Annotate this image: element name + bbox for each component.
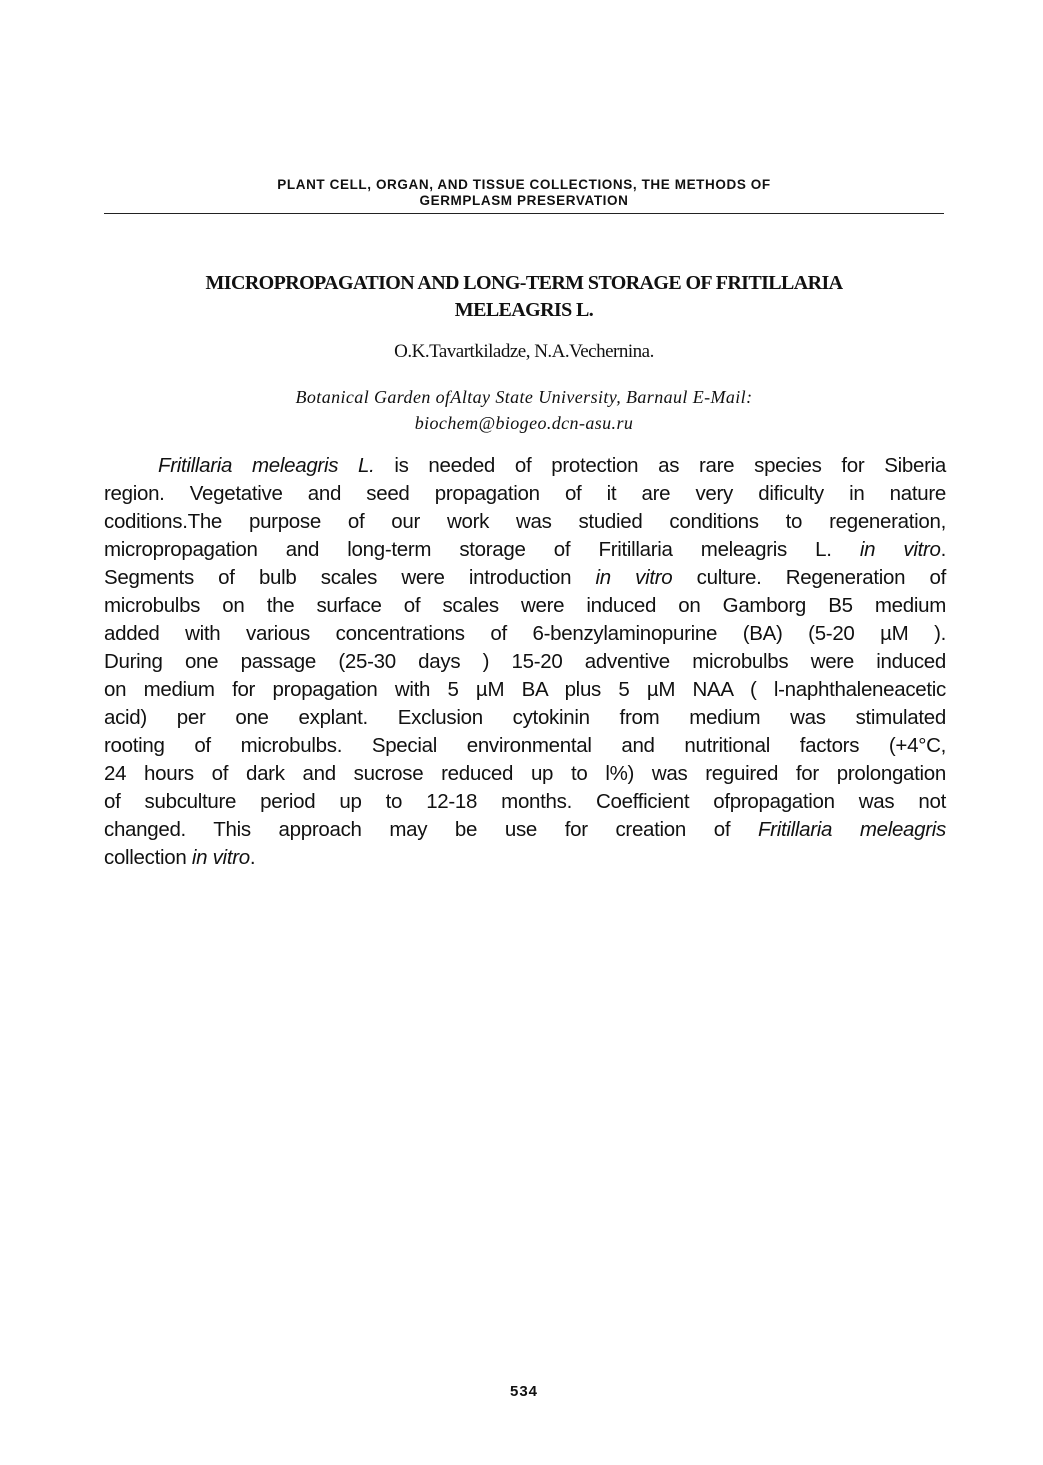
affiliation <box>104 384 944 436</box>
authors: O.K.Tavartkiladze, N.A.Vechernina. <box>394 341 654 362</box>
abstract-line: rooting of microbulbs. Special environmental and nutritional factors (+4°C, <box>104 734 946 757</box>
species-name: Fritillaria meleagris <box>757 818 946 841</box>
running-head-line-2: GERMPLASM PRESERVATION <box>419 193 629 208</box>
abstract-line: changed. This approach may be use for creation of Fritillaria meleagris <box>104 818 946 841</box>
abstract-line: Fritillaria meleagris L. is needed of protection as rare species for Siberia <box>158 454 946 477</box>
abstract-line: region. Vegetative and seed propagation of it are very dificulty in nature <box>104 482 946 505</box>
abstract-line: micropropagation and long-term storage of Fritillaria meleagris L. in vitro. <box>104 538 946 561</box>
abstract-line: collection in vitro. <box>104 846 256 869</box>
header-rule <box>104 213 944 214</box>
affiliation-line-1: Botanical Garden ofAltay State University, Barnaul E-Mail: <box>295 387 753 407</box>
abstract-line: coditions.The purpose of our work was studied conditions to regeneration, <box>104 510 946 533</box>
abstract-line: added with various concentrations of 6-benzylaminopurine (BA) (5-20 µM ). <box>104 622 946 645</box>
running-head-line-1: PLANT CELL, ORGAN, AND TISSUE COLLECTIONS, THE METHODS OF <box>277 177 771 192</box>
abstract-line: microbulbs on the surface of scales were induced on Gamborg B5 medium <box>104 594 946 617</box>
abstract-line: acid) per one explant. Exclusion cytokinin from medium was stimulated <box>104 706 946 729</box>
title-line-2: MELEAGRIS L. <box>454 299 594 321</box>
running-head <box>104 177 944 209</box>
abstract-line: on medium for propagation with 5 µM BA plus 5 µM NAA ( l-naphthaleneacetic <box>104 678 946 701</box>
abstract-body <box>104 452 946 872</box>
paper-title <box>104 270 944 324</box>
abstract-line: of subculture period up to 12-18 months. Coefficient ofpropagation was not <box>104 790 946 813</box>
abstract-line: During one passage (25-30 days ) 15-20 adventive microbulbs were induced <box>104 650 946 673</box>
page-number: 534 <box>509 1383 539 1400</box>
affiliation-email: biochem@biogeo.dcn-asu.ru <box>414 413 634 433</box>
species-name: Fritillaria meleagris L. <box>158 454 375 477</box>
title-line-1: MICROPROPAGATION AND LONG-TERM STORAGE OF FRITILLARIA <box>205 272 843 294</box>
abstract-line: 24 hours of dark and sucrose reduced up to l%) was reguired for prolongation <box>104 762 946 785</box>
abstract-line: Segments of bulb scales were introduction in vitro culture. Regeneration of <box>104 566 946 589</box>
